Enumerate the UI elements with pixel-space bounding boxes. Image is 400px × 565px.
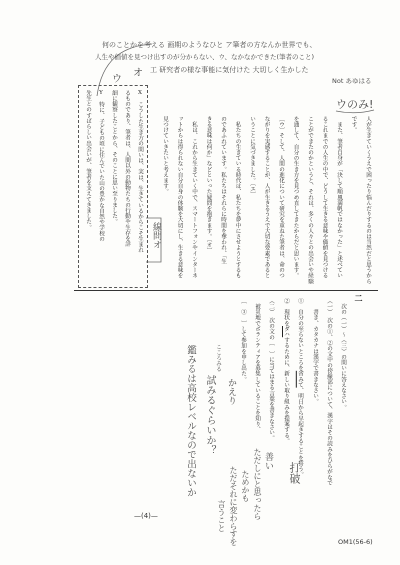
handwritten-top-note-2: 人生や価値を見つけ出すのが分からない、ウ、なかなかできた(筆者のこと) [95, 53, 315, 61]
item-1-text-after: 、明日から早起きすることを誓う。 [297, 387, 303, 478]
passage-column: ことができたのかというと、それは、多くの人々との出会いや経験 [307, 116, 313, 284]
handwritten-answer-2: 打破 [288, 462, 301, 484]
passage-column: いうことに気づきました。〔エ〕 [249, 116, 255, 198]
passage-column: 見つけていきたいと考えます。 [162, 116, 168, 195]
passage-column: です。 [350, 116, 357, 133]
choice-box-column: X こうした生き方の問いは、実は、生きているからこそ生まれ [137, 90, 143, 253]
passage-column: のであふれています。私たちはそれらに時間を奪われ、「生 [220, 116, 226, 265]
question-1-item-1 [297, 298, 303, 477]
handwritten-note-b3: ただそれに変わらすを [229, 466, 238, 546]
handwritten-note-yoi: 善い [263, 452, 273, 470]
item-2-text-before: ② 現状を [283, 298, 289, 326]
handwritten-answer-1: かえり [226, 378, 236, 405]
choice-box-column: るものであり、筆者は、人間以外の動物たちの行動や生存を詳 [124, 90, 130, 247]
handwritten-label-u: ウ [112, 74, 122, 85]
passage-column: 私たちの生きている時代は、私たちを夢中にさせようとするも [234, 116, 241, 279]
passage-column: 人が生きていくうえで困ったり悩んだりするのは当然だと思うから [365, 116, 371, 284]
handwritten-furigana: こころみる [215, 344, 221, 372]
item-1-text-before: ① 自分の至らないところを [297, 298, 303, 371]
passage-column: きる意味は何か」などといった疑問を抱きます。〔オ〕 [205, 116, 212, 254]
passage-column: を通して、自分の生き方を見つめ直してきたからだと思います。 [292, 116, 299, 279]
handwritten-note-kokoromiru: 試みるぐらいか？ [204, 375, 215, 455]
passage-column: 私は、これから生きていく中で、スマートフォンやインターネ [191, 116, 197, 279]
handwritten-u-only: ウのみ! [336, 98, 374, 111]
handwritten-note-b2: ためかも [241, 470, 250, 502]
choice-box-column: Y 特に、子どもの頃に住んでいた山の豊かな自然や学校の [98, 90, 104, 242]
handwritten-note-kangamiru: 鑑みるは高校レベルなので出ないか [185, 345, 196, 497]
handwritten-note-b4: 言うこと [217, 500, 226, 532]
page-number: —(4)— [134, 512, 158, 520]
exam-code: OM1(56-6) [338, 538, 373, 546]
section-divider [74, 290, 378, 291]
handwritten-not-note: Not あゆはる [332, 77, 372, 85]
item-1-target-word: 省みて [297, 370, 303, 388]
question-1-prompt: （一） 次の①、②の文中の傍線部について、漢字はその読みをひらがなで [326, 298, 332, 486]
item-2-target-word: ダハ [283, 326, 289, 338]
passage-column: ットからは得られない自分自身の体験を大切にし、生きる意味を [176, 116, 183, 279]
choice-box-column: 先生とのすばらしい出会いが、筆者を支えてきました。 [85, 90, 91, 230]
handwritten-note-b1: ただしにと思ったら [253, 448, 262, 520]
question-2-prompt: （二） 次の文の〔 〕に当てはまる言葉を書きなさい。 [268, 298, 274, 441]
handwritten-top-note-1: 何のことかを考える 画期のようなひと ア筆者の方なんか世界でも、 [102, 41, 317, 49]
passage-column: ながりを実感することが、人が生きるうえで大切な要素であると [263, 116, 270, 279]
question-1-item-2 [283, 298, 289, 444]
section-number: 二 [354, 294, 364, 302]
choice-box-column: 細に観察したことから、そのことに思い至りました。 [111, 90, 117, 225]
passage-column: るこれまでの人生の中で、どうして生きる意味や価値を見つける [321, 116, 328, 279]
passage-column: また、筆者自身が「決して順風満帆ではなかった」と述べてい [336, 116, 342, 279]
question-2-sentence-cont: 〔 ③ 〕して参加を申し出た。 [240, 298, 246, 382]
handwritten-side-note: 線問オ [151, 222, 161, 249]
question-2-sentence: 被災地でボランティアを募集していることを知り、 [254, 298, 260, 433]
item-2-text-after: するために、新しい取り組みを提案する。 [283, 337, 289, 444]
section-instruction: 次の（一）〜（三）の問いに答えなさい。 [340, 298, 346, 410]
question-1-prompt-cont: 書き、カタカナは漢字で書きなさい。 [312, 298, 318, 405]
handwritten-top-note-3: 工 研究者の様な事能に気付けた 大切しく生かした [150, 66, 309, 74]
passage-column: 〔ウ〕そして、人間の進化について研究を重ねた筆者は、命のつ [278, 116, 284, 279]
handwritten-label-o: オ [133, 68, 143, 79]
